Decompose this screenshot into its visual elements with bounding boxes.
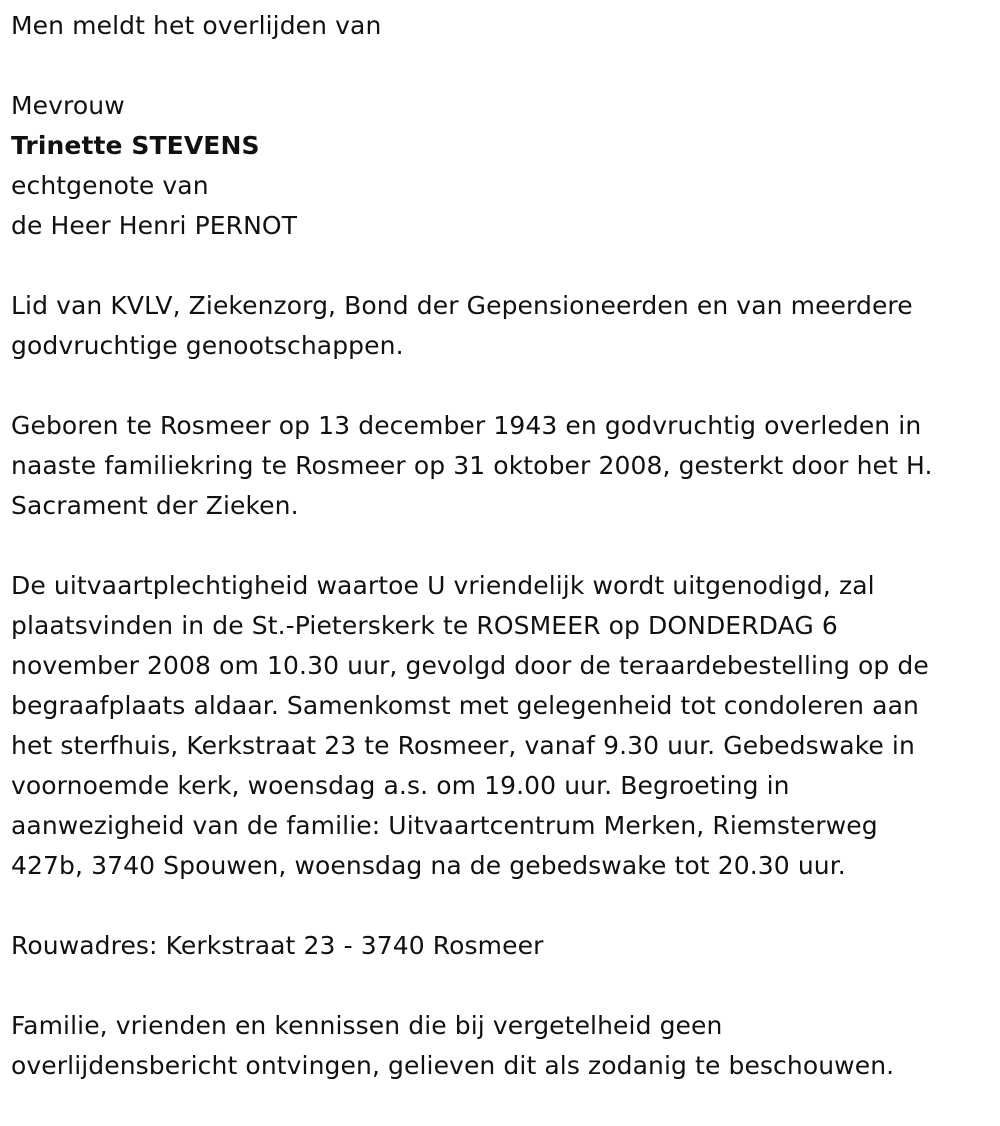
relation-line: echtgenote van — [11, 171, 209, 200]
spacer — [11, 966, 991, 1006]
paragraph-line: naaste familiekring te Rosmeer op 31 oktober 2008, gesterkt door het H. — [11, 451, 933, 480]
paragraph-line: plaatsvinden in de St.-Pieterskerk te ROSMEER op DONDERDAG 6 — [11, 611, 838, 640]
paragraph-line: Geboren te Rosmeer op 13 december 1943 en godvruchtig overleden in — [11, 411, 922, 440]
birth-death-paragraph — [11, 406, 991, 526]
spacer — [11, 526, 991, 566]
paragraph-line: aanwezigheid van de familie: Uitvaartcentrum Merken, Riemsterweg — [11, 811, 878, 840]
funeral-paragraph — [11, 566, 991, 886]
membership-paragraph — [11, 286, 991, 366]
paragraph-line: 427b, 3740 Spouwen, woensdag na de gebedswake tot 20.30 uur. — [11, 851, 846, 880]
spacer — [11, 246, 991, 286]
closing-paragraph — [11, 1006, 991, 1086]
paragraph-line: november 2008 om 10.30 uur, gevolgd door de teraardebestelling op de — [11, 651, 929, 680]
mourning-address: Rouwadres: Kerkstraat 23 - 3740 Rosmeer — [11, 931, 544, 960]
paragraph-line: Lid van KVLV, Ziekenzorg, Bond der Gepensioneerden en van meerdere — [11, 291, 913, 320]
spacer — [11, 46, 991, 86]
paragraph-line: Sacrament der Zieken. — [11, 491, 299, 520]
spacer — [11, 886, 991, 926]
death-notice — [11, 6, 991, 1086]
paragraph-line: De uitvaartplechtigheid waartoe U vriendelijk wordt uitgenodigd, zal — [11, 571, 875, 600]
person-title: Mevrouw — [11, 91, 125, 120]
spouse-name: de Heer Henri PERNOT — [11, 211, 298, 240]
spacer — [11, 366, 991, 406]
paragraph-line: overlijdensbericht ontvingen, gelieven dit als zodanig te beschouwen. — [11, 1051, 895, 1080]
paragraph-line: godvruchtige genootschappen. — [11, 331, 404, 360]
intro-line: Men meldt het overlijden van — [11, 11, 382, 40]
paragraph-line: het sterfhuis, Kerkstraat 23 te Rosmeer, vanaf 9.30 uur. Gebedswake in — [11, 731, 915, 760]
paragraph-line: Familie, vrienden en kennissen die bij vergetelheid geen — [11, 1011, 723, 1040]
paragraph-line: begraafplaats aldaar. Samenkomst met gelegenheid tot condoleren aan — [11, 691, 919, 720]
paragraph-line: voornoemde kerk, woensdag a.s. om 19.00 uur. Begroeting in — [11, 771, 790, 800]
deceased-name: Trinette STEVENS — [11, 131, 260, 160]
